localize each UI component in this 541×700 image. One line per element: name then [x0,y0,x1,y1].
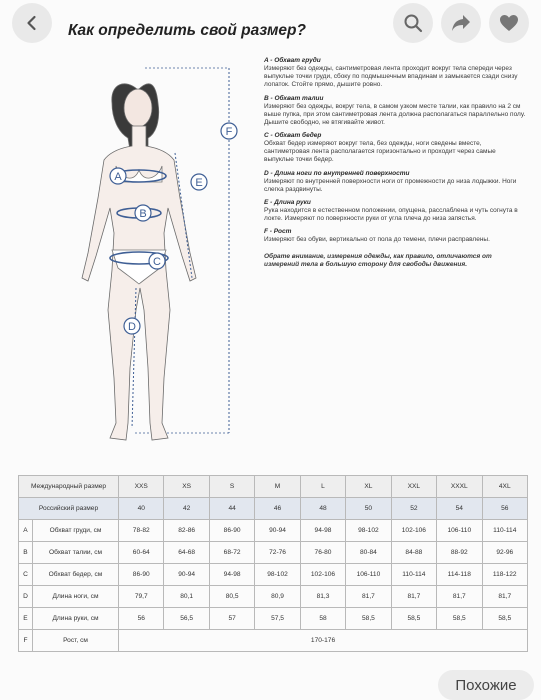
marker-a [110,168,126,184]
value-cell: 58,5 [437,608,482,630]
size-cell: XXL [391,476,436,498]
svg-text:C: C [153,256,161,268]
value-cell: 58 [300,608,345,630]
svg-text:F: F [225,126,233,138]
value-cell: 82-86 [164,520,209,542]
value-cell: 98-102 [255,564,300,586]
value-cell: 90-94 [255,520,300,542]
value-cell: 118-122 [482,564,527,586]
page-title: Как определить свой размер? [68,22,306,39]
value-cell: 88-92 [437,542,482,564]
row-label: Обхват груди, см [33,520,119,542]
value-cell: 102-106 [391,520,436,542]
size-cell: XS [164,476,209,498]
value-cell: 98-102 [346,520,391,542]
value-cell: 81,7 [346,586,391,608]
instruction-leg [264,170,526,194]
heart-icon [499,14,519,32]
value-cell: 90-94 [164,564,209,586]
size-cell: 40 [119,498,164,520]
value-cell: 114-118 [437,564,482,586]
instruction-heading: F - Рост [264,228,292,236]
table-row [19,586,528,608]
row-letter: C [19,564,33,586]
value-cell: 58,5 [391,608,436,630]
search-icon [403,13,423,33]
value-cell: 81,7 [391,586,436,608]
svg-text:A: A [114,171,122,183]
height-value-cell: 170-176 [119,630,528,652]
size-cell: 4XL [482,476,527,498]
value-cell: 102-106 [300,564,345,586]
size-cell: M [255,476,300,498]
value-cell: 84-88 [391,542,436,564]
row-label: Длина ноги, см [33,586,119,608]
table-row-height [19,630,528,652]
value-cell: 81,7 [437,586,482,608]
value-cell: 86-90 [209,520,254,542]
instruction-heading: E - Длина руки [264,198,311,206]
share-button[interactable] [441,3,481,43]
value-cell: 57 [209,608,254,630]
instruction-heading: A - Обхват груди [264,57,321,64]
value-cell: 94-98 [209,564,254,586]
instruction-heading: C - Обхват бедер [264,132,322,139]
marker-f [221,123,237,139]
instruction-text: Измеряют без обуви, вертикально от пола до темени, плечи расправлены. [264,236,490,244]
value-cell: 72-76 [255,542,300,564]
size-cell: L [300,476,345,498]
value-cell: 86-90 [119,564,164,586]
value-cell: 58,5 [346,608,391,630]
value-cell: 80,1 [164,586,209,608]
ru-size-row [19,498,528,520]
instruction-text: Обхват бедер измеряют вокруг тела, без одежды, ноги сведены вместе, сантиметровая лента располагается горизонтально и проходит через самые выпуклые точки бедер. [264,140,496,164]
value-cell: 68-72 [209,542,254,564]
size-cell: 44 [209,498,254,520]
size-cell: XL [346,476,391,498]
value-cell: 81,3 [300,586,345,608]
row-letter: B [19,542,33,564]
size-cell: 50 [346,498,391,520]
row-letter: E [19,608,33,630]
svg-text:D: D [128,321,136,333]
row-label: Обхват талии, см [33,542,119,564]
instruction-height [264,228,526,244]
value-cell: 81,7 [482,586,527,608]
row-letter: A [19,520,33,542]
size-cell: 52 [391,498,436,520]
value-cell: 56 [119,608,164,630]
intl-size-row [19,476,528,498]
size-cell: S [209,476,254,498]
instruction-hips [264,132,526,165]
intl-size-label: Международный размер [19,476,119,498]
value-cell: 58,5 [482,608,527,630]
value-cell: 64-68 [164,542,209,564]
measurement-instructions [264,57,526,269]
size-cell: 46 [255,498,300,520]
ru-size-label: Российский размер [19,498,119,520]
value-cell: 80,9 [255,586,300,608]
value-cell: 106-110 [437,520,482,542]
value-cell: 80-84 [346,542,391,564]
value-cell: 78-82 [119,520,164,542]
value-cell: 76-80 [300,542,345,564]
marker-b [135,205,151,221]
size-cell: 48 [300,498,345,520]
table-row [19,542,528,564]
body-measurement-figure [40,48,270,468]
instruction-text: Рука находится в естественном положении, опущена, расслаблена и чуть согнута в локте. Измеряют по поверхности руки от угла плеча до низа запястья. [264,207,518,223]
row-label: Обхват бедер, см [33,564,119,586]
instruction-heading: D - Длина ноги по внутренней поверхности [264,169,410,177]
chevron-left-icon [24,15,40,31]
favorite-button[interactable] [489,3,529,43]
instruction-text: Измеряют по внутренней поверхности ноги от промежности до низа лодыжки. Ноги слегка раздвинуты. [264,177,517,193]
table-row [19,520,528,542]
value-cell: 110-114 [391,564,436,586]
instruction-chest [264,57,526,90]
table-row [19,564,528,586]
svg-text:E: E [195,177,203,189]
value-cell: 57,5 [255,608,300,630]
value-cell: 94-98 [300,520,345,542]
instruction-waist [264,95,526,128]
size-cell: 56 [482,498,527,520]
size-cell: 54 [437,498,482,520]
row-letter: D [19,586,33,608]
row-label: Длина руки, см [33,608,119,630]
measurement-note: Обрате внимание, измерения одежды, как правило, отличаются от измерений тела в большую сторону для свободы движения. [264,252,492,268]
value-cell: 80,5 [209,586,254,608]
value-cell: 56,5 [164,608,209,630]
table-row [19,608,528,630]
share-icon [451,14,471,32]
size-cell: XXS [119,476,164,498]
value-cell: 106-110 [346,564,391,586]
instruction-heading: B - Обхват талии [264,94,324,102]
size-cell: XXXL [437,476,482,498]
back-button[interactable] [12,3,52,43]
size-cell: 42 [164,498,209,520]
value-cell: 60-64 [119,542,164,564]
row-label: Рост, см [33,630,119,652]
marker-e [191,174,207,190]
svg-text:B: B [139,208,147,220]
size-table [18,475,528,652]
value-cell: 92-96 [482,542,527,564]
search-button[interactable] [393,3,433,43]
instruction-text: Измеряют без одежды, сантиметровая лента проходит вокруг тела спереди через выпуклые точки груди, сбоку по подмышечным впадинам и замыкается сзади снизу лопаток. Стойте прямо, дышите ровно. [264,65,518,89]
instruction-text: Измеряют без одежды, вокруг тела, в самом узком месте талии, как правило на 2 см выше пупка, при этом сантиметровая лента должна располагаться параллельно полу. Дышите свободно, не втягивайте живот. [264,102,526,126]
instruction-arm [264,199,526,223]
similar-button[interactable]: Похожие [438,670,534,700]
marker-c [149,253,165,269]
marker-d [124,318,140,334]
value-cell: 79,7 [119,586,164,608]
row-letter: F [19,630,33,652]
value-cell: 110-114 [482,520,527,542]
